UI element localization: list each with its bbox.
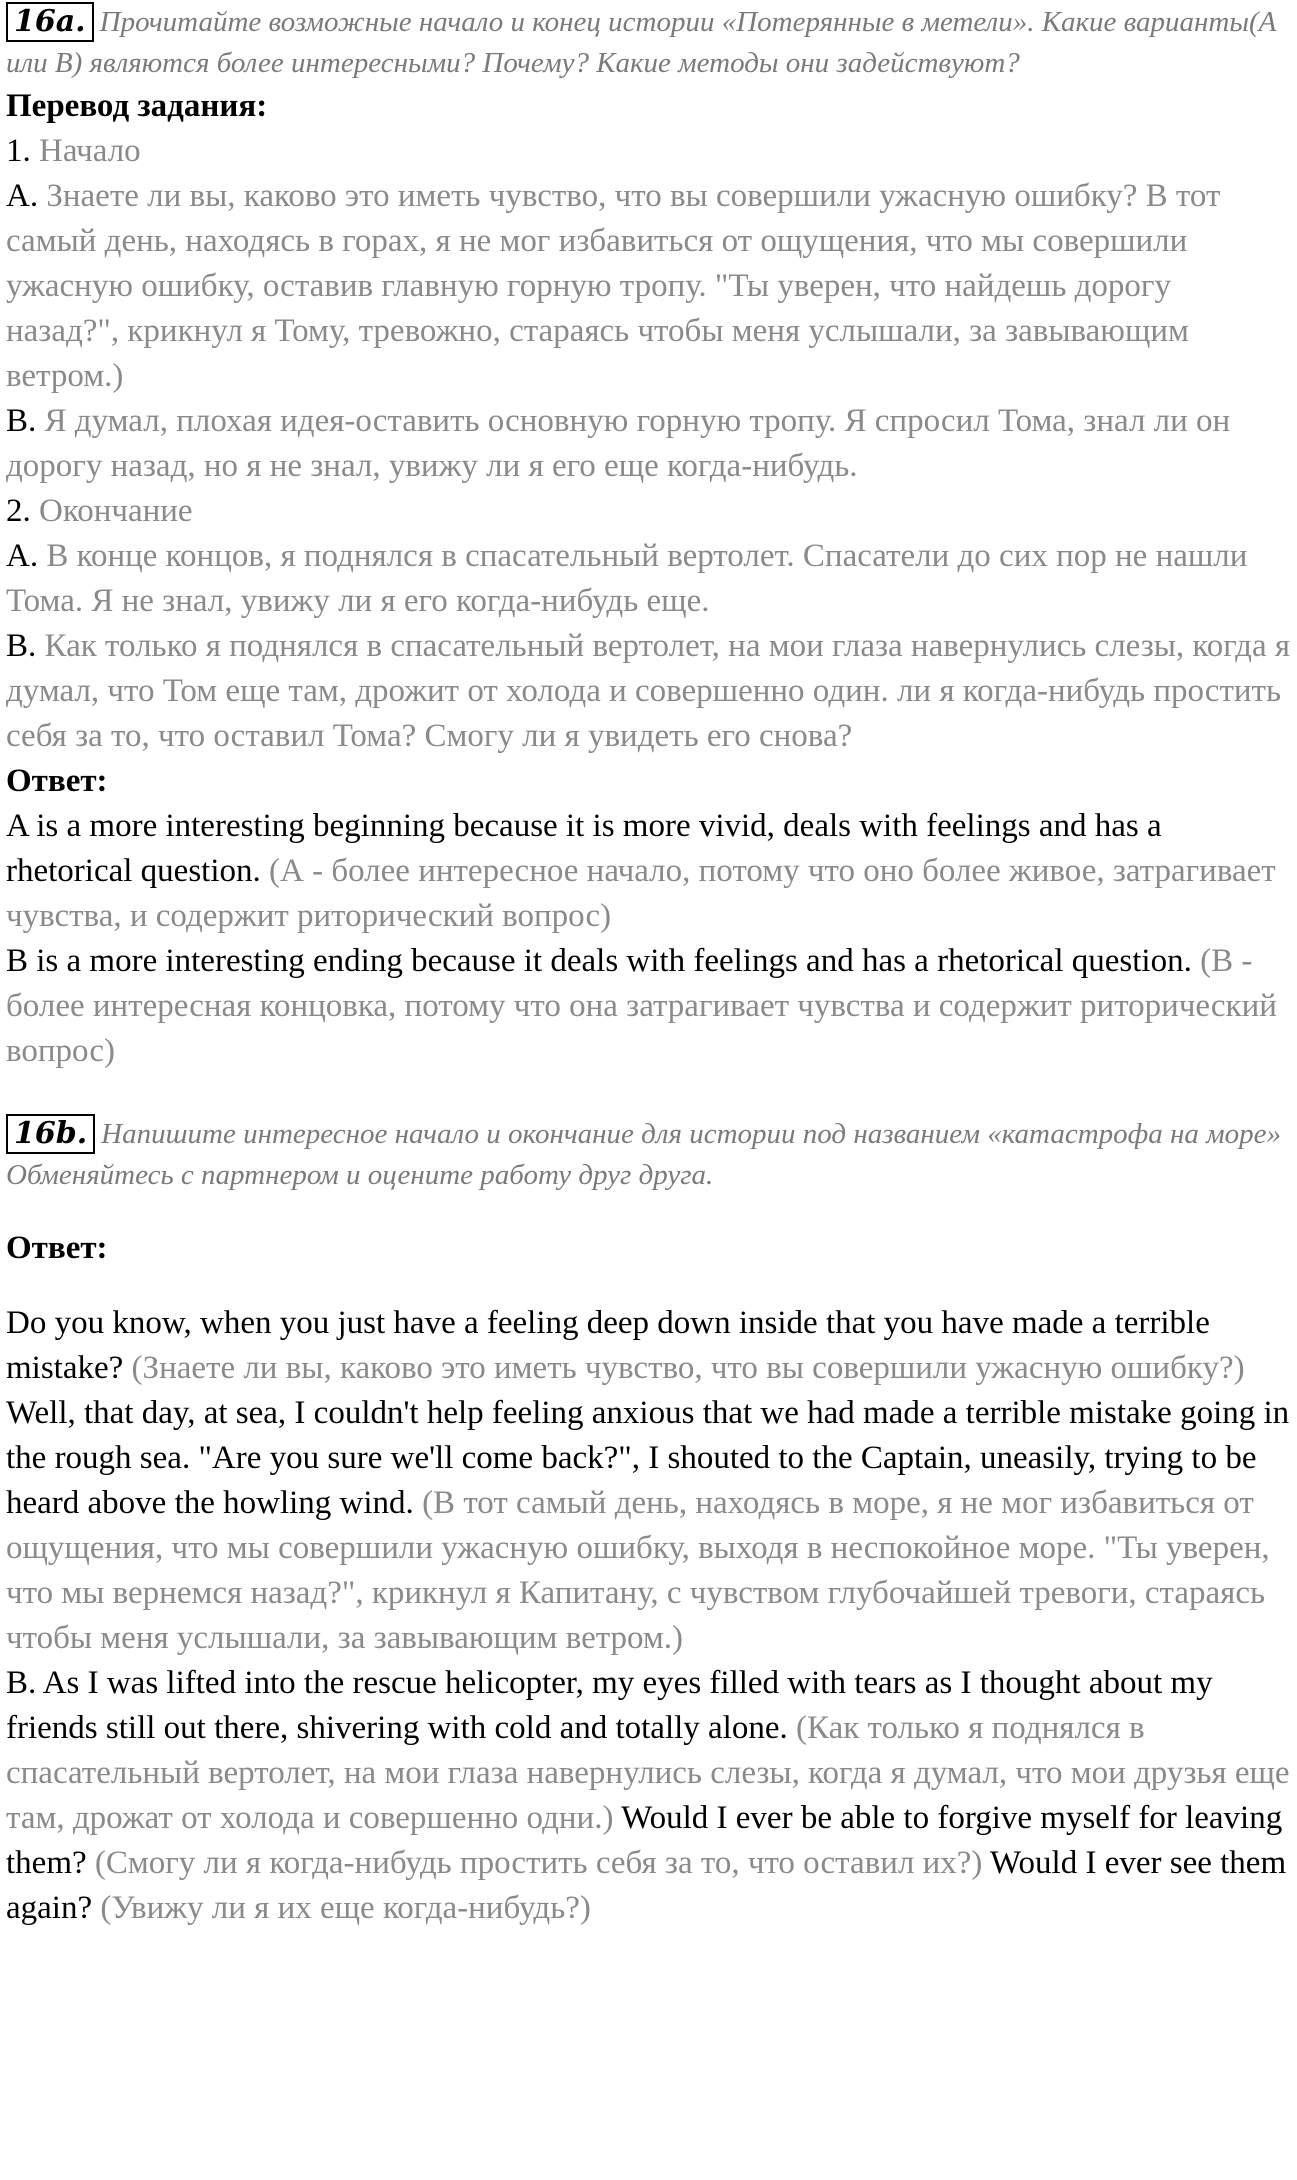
document-page: [6, 2, 1291, 1931]
essay-paragraph-2: [6, 1661, 1291, 1931]
beginning-heading: [6, 129, 1291, 174]
answer-paragraph-1: [6, 804, 1291, 939]
option-text: Как только я поднялся в спасательный вертолет, на мои глаза навернулись слезы, когда я думал, что Том еще там, дрожит от холода и совершенно один. ли я когда-нибудь простить себя за то, что оставил Тома? Смогу ли я увидеть его снова?: [6, 628, 1291, 754]
section-title: Начало: [39, 133, 141, 169]
essay-english: Would I ever be able to forgive myself for leaving them?: [6, 1800, 1283, 1881]
ending-heading: [6, 489, 1291, 534]
task-instruction: Прочитайте возможные начало и конец истории «Потерянные в метели». Какие варианты(А или В) являются более интересными? Почему? Какие методы они задействуют?: [6, 6, 1277, 79]
section-number: 2.: [6, 493, 31, 529]
section-title: Окончание: [39, 493, 193, 529]
essay-english: Would I ever see them again?: [6, 1845, 1287, 1926]
essay-translation: (Смогу ли я когда-нибудь простить себя за то, что оставил их?): [94, 1845, 983, 1881]
essay-translation: (Увижу ли я их еще когда-нибудь?): [100, 1890, 591, 1926]
answer-translation: (В - более интересная концовка, потому что она затрагивает чувства и содержит риторический вопрос): [6, 943, 1277, 1069]
task-instruction: Напишите интересное начало и окончание для истории под названием «катастрофа на море» Обменяйтесь с партнером и оцените работу друг друга.: [6, 1118, 1282, 1191]
option-text: Я думал, плохая идея-оставить основную горную тропу. Я спросил Тома, знал ли он дорогу назад, но я не знал, увижу ли я его еще когда-нибудь.: [6, 403, 1231, 484]
beginning-option-a: [6, 174, 1291, 399]
option-letter: A.: [6, 538, 39, 574]
essay-translation: (Как только я поднялся в спасательный вертолет, на мои глаза навернулись слезы, когда я думал, что мои друзья еще там, дрожат от холода и совершенно одни.): [6, 1710, 1290, 1836]
beginning-option-b: [6, 399, 1291, 489]
answer-paragraph-2: [6, 939, 1291, 1074]
option-text: В конце концов, я поднялся в спасательный вертолет. Спасатели до сих пор не нашли Тома. Я не знал, увижу ли я его когда-нибудь еще.: [6, 538, 1248, 619]
essay-english: Well, that day, at sea, I couldn't help feeling anxious that we had made a terrible mistake going in the rough sea. "Are you sure we'll come back?", I shouted to the Captain, uneasily, trying to be heard above the howling wind.: [6, 1395, 1290, 1521]
task-number-badge: 16a.: [6, 2, 94, 42]
task-16b-header: [6, 1114, 1291, 1196]
translation-label: Перевод задания:: [6, 88, 268, 124]
section-number: 1.: [6, 133, 31, 169]
essay-translation: (Знаете ли вы, каково это иметь чувство, что вы совершили ужасную ошибку?): [131, 1350, 1245, 1386]
essay-english: Do you know, when you just have a feeling deep down inside that you have made a terrible mistake?: [6, 1305, 1210, 1386]
essay-translation: (В тот самый день, находясь в море, я не мог избавиться от ощущения, что мы совершили ужасную ошибку, выходя в неспокойное море. "Ты уверен, что мы вернемся назад?", крикнул я Капитану, с чувством глубочайшей тревоги, стараясь чтобы меня услышали, за завывающим ветром.): [6, 1485, 1270, 1656]
essay-english: B. As I was lifted into the rescue helicopter, my eyes filled with tears as I thought about my friends still out there, shivering with cold and totally alone.: [6, 1665, 1213, 1746]
answer-english: A is a more interesting beginning because it is more vivid, deals with feelings and has a rhetorical question.: [6, 808, 1162, 889]
answer-label: Ответ:: [6, 1230, 108, 1266]
answer-translation: (А - более интересное начало, потому что оно более живое, затрагивает чувства, и содержит риторический вопрос): [6, 853, 1276, 934]
ending-option-a: [6, 534, 1291, 624]
task-number-badge: 16b.: [6, 1114, 95, 1154]
task-16a-header: [6, 2, 1291, 84]
option-letter: A.: [6, 178, 39, 214]
option-letter: B.: [6, 403, 37, 439]
option-letter: B.: [6, 628, 37, 664]
ending-option-b: [6, 624, 1291, 759]
essay-paragraph-1: [6, 1301, 1291, 1661]
answer-english: B is a more interesting ending because it deals with feelings and has a rhetorical question.: [6, 943, 1192, 979]
answer-label: Ответ:: [6, 763, 108, 799]
option-text: Знаете ли вы, каково это иметь чувство, что вы совершили ужасную ошибку? В тот самый день, находясь в горах, я не мог избавиться от ощущения, что мы совершили ужасную ошибку, оставив главную горную тропу. "Ты уверен, что найдешь дорогу назад?", крикнул я Тому, тревожно, стараясь чтобы меня услышали, за завывающим ветром.): [6, 178, 1221, 394]
